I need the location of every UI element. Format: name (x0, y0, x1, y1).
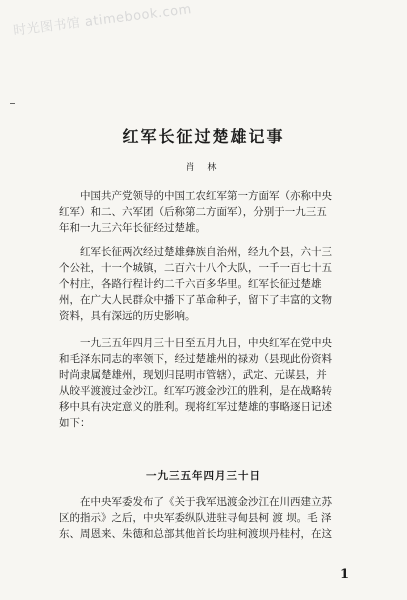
paragraph-1 (59, 188, 377, 236)
paragraph-line: 区的指示》之后，中央军委纵队进驻寻甸县柯 渡 坝。毛 泽 (59, 512, 332, 524)
watermark: 时光图书馆 atimebook.com (12, 2, 193, 39)
margin-mark (10, 103, 15, 104)
paragraph-line: 红军长征两次经过楚雄彝族自治州，经九个县，六十三 (80, 246, 332, 258)
paragraph-line: 东、周恩来、朱德和总部其他首长均驻柯渡坝丹桂村，在这 (59, 528, 332, 540)
paragraph-line: 州，在广大人民群众中播下了革命种子，留下了丰富的文物 (59, 294, 332, 306)
paragraph-3 (59, 335, 377, 431)
paragraph-line: 时尚隶属楚雄州，现划归昆明市管辖），武定、元谋县，并 (59, 369, 327, 381)
paragraph-4 (59, 494, 377, 542)
paragraph-line: 年和一九三六年长征经过楚雄。 (59, 222, 206, 234)
paragraph-line: 从皎平渡渡过金沙江。红军巧渡金沙江的胜利，是在战略转 (59, 385, 332, 397)
paragraph-line: 和毛泽东同志的率领下，经过楚雄州的禄劝（县现此份资料 (59, 353, 332, 365)
paragraph-line: 移中具有决定意义的胜利。现将红军过楚雄的事略逐日记述 (59, 401, 332, 413)
paragraph-line: 个村庄，各路行程计约二千六百多华里。红军长征过楚雄 (59, 278, 322, 290)
paragraph-line: 一九三五年四月三十日至五月九日，中央红军在党中央 (80, 337, 332, 349)
paragraph-line: 在中央军委发布了《关于我军迅渡金沙江在川西建立苏 (80, 496, 332, 508)
paragraph-line: 资料，具有深远的历史影响。 (59, 310, 196, 322)
paragraph-line: 中国共产党领导的中国工农红军第一方面军（亦称中央 (80, 190, 332, 202)
paragraph-line: 个公社，十一个城镇，二百六十八个大队，一千一百七十五 (59, 262, 332, 274)
page-number: 1 (340, 567, 350, 582)
paragraph-2 (59, 244, 377, 324)
author-name: 肖 林 (185, 163, 222, 173)
paragraph-line: 如下： (59, 417, 91, 429)
paragraph-line: 红军）和二、六军团（后称第二方面军），分别于一九三五 (59, 206, 327, 218)
section-heading: 一九三五年四月三十日 (146, 470, 261, 482)
article-title: 红军长征过楚雄记事 (122, 127, 285, 146)
